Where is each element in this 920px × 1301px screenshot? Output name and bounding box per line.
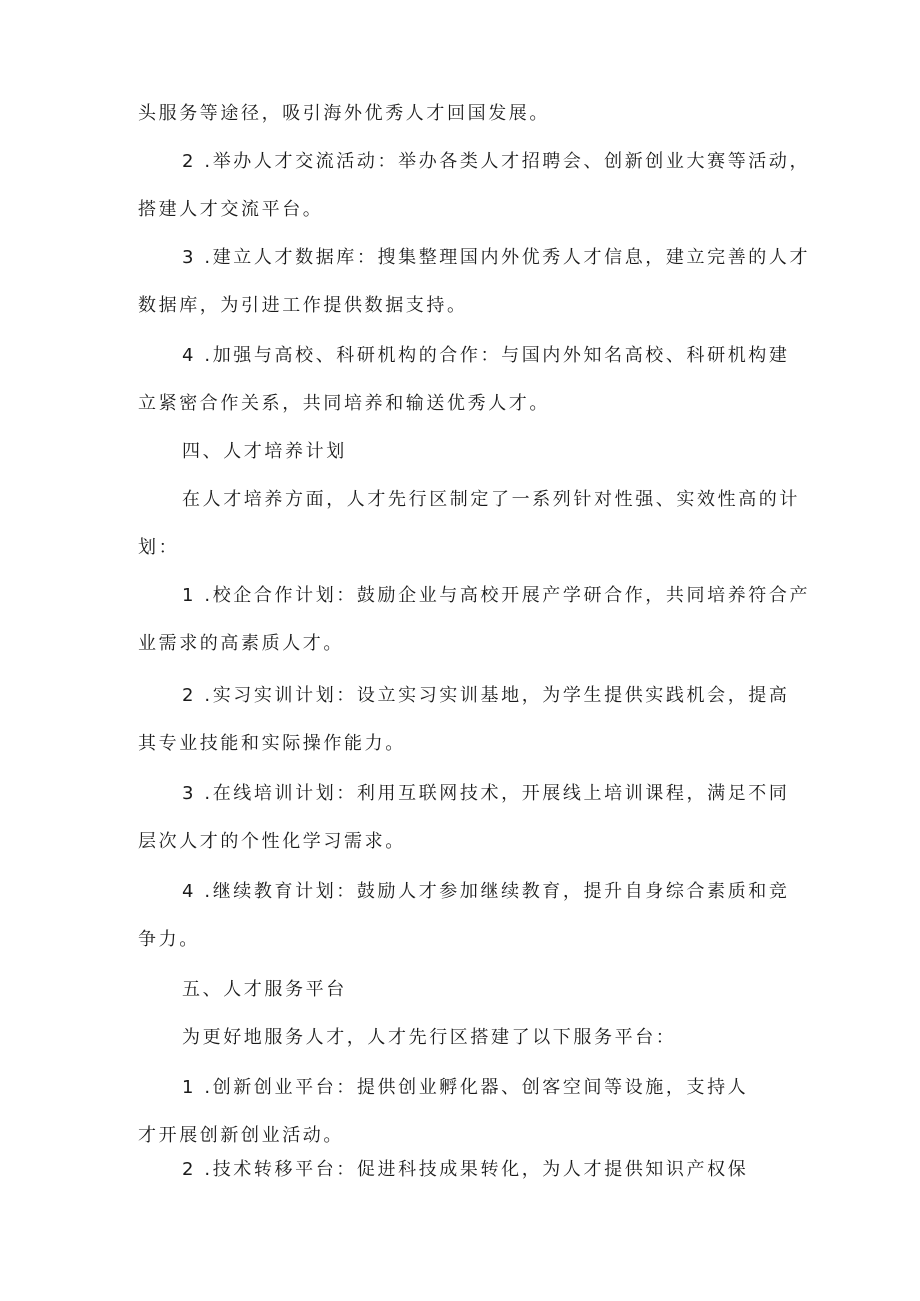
text-line: 业需求的高素质人才。 [138, 633, 344, 654]
text-line: 数据库，为引进工作提供数据支持。 [138, 295, 468, 316]
text-line: 在人才培养方面，人才先行区制定了一系列针对性强、实效性高的计 [182, 489, 800, 510]
text-line: 2 .实习实训计划：设立实习实训基地，为学生提供实践机会，提高 [182, 685, 790, 706]
text-line: 其专业技能和实际操作能力。 [138, 733, 406, 754]
text-line: 1 .创新创业平台：提供创业孵化器、创客空间等设施，支持人 [182, 1077, 749, 1098]
text-line: 搭建人才交流平台。 [138, 199, 324, 220]
text-line: 为更好地服务人才，人才先行区搭建了以下服务平台： [182, 1027, 677, 1048]
text-line: 2 .举办人才交流活动：举办各类人才招聘会、创新创业大赛等活动， [182, 151, 811, 172]
text-line: 4 .继续教育计划：鼓励人才参加继续教育，提升自身综合素质和竞 [182, 881, 790, 902]
section-heading: 四、人才培养计划 [182, 441, 347, 462]
text-line: 划： [138, 537, 180, 558]
text-line: 2 .技术转移平台：促进科技成果转化，为人才提供知识产权保 [182, 1159, 749, 1180]
text-line: 层次人才的个性化学习需求。 [138, 831, 406, 852]
text-line: 才开展创新创业活动。 [138, 1125, 344, 1146]
text-line: 3 .在线培训计划：利用互联网技术，开展线上培训课程，满足不同 [182, 783, 790, 804]
text-line: 立紧密合作关系，共同培养和输送优秀人才。 [138, 393, 550, 414]
text-line: 1 .校企合作计划：鼓励企业与高校开展产学研合作，共同培养符合产 [182, 585, 811, 606]
text-line: 3 .建立人才数据库：搜集整理国内外优秀人才信息，建立完善的人才 [182, 247, 811, 268]
text-line: 争力。 [138, 929, 200, 950]
text-line: 4 .加强与高校、科研机构的合作：与国内外知名高校、科研机构建 [182, 345, 790, 366]
section-heading: 五、人才服务平台 [182, 979, 347, 1000]
text-line: 头服务等途径，吸引海外优秀人才回国发展。 [138, 103, 550, 124]
